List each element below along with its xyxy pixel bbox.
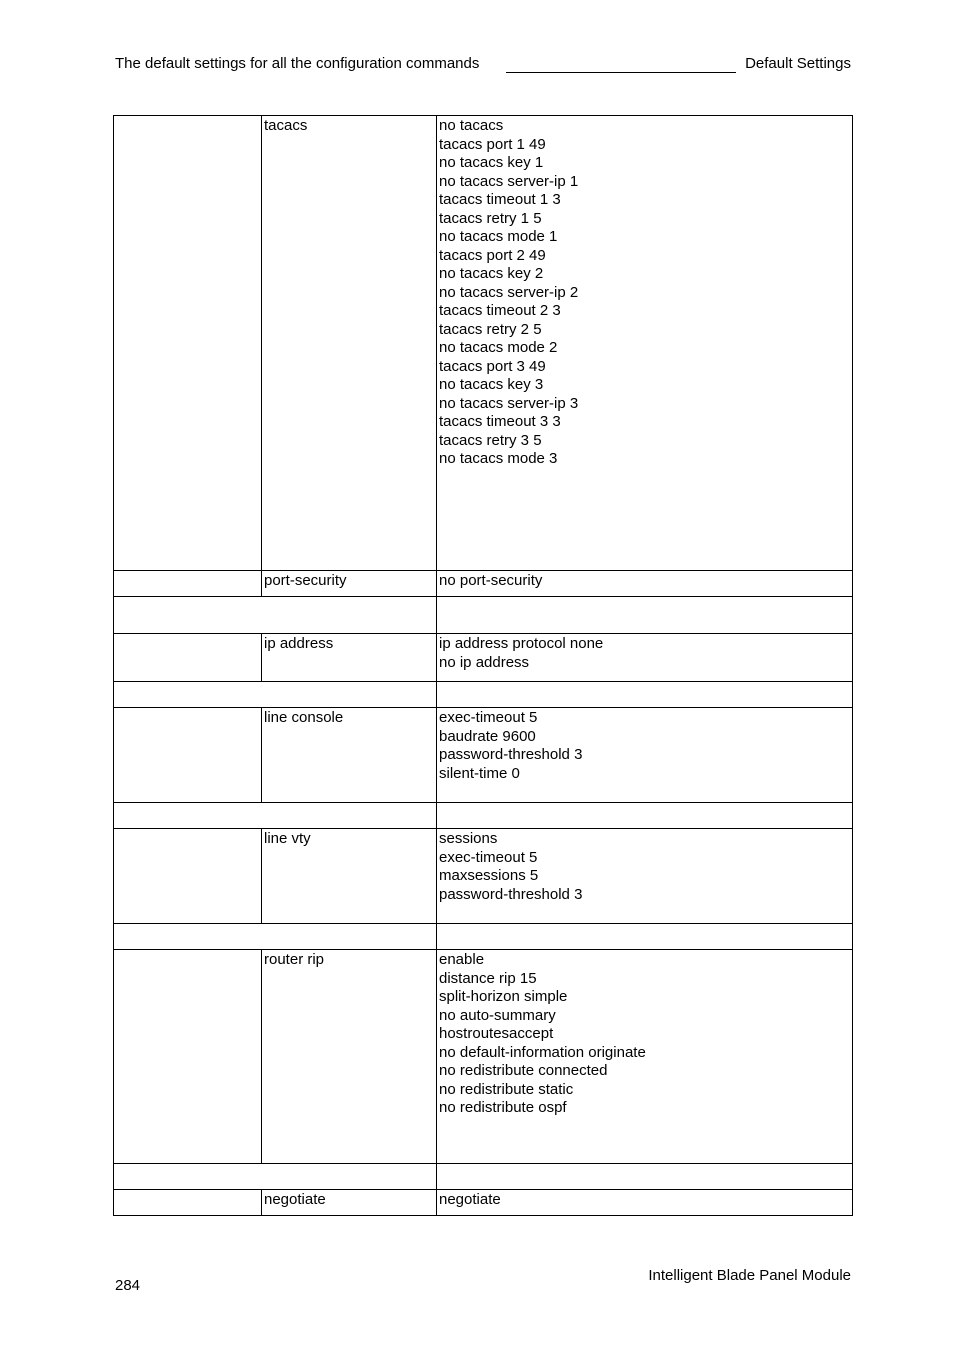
default-line: tacacs timeout 2 3 [439,302,561,319]
default-line: tacacs port 2 49 [439,246,546,264]
default-line: password-threshold 3 [439,746,583,763]
section-cell [437,597,853,634]
defaults-cell [437,829,853,924]
default-line: silent-time 0 [439,764,520,782]
default-line: tacacs retry 1 5 [439,209,542,227]
section-separator-row [114,1164,853,1190]
header-rule [506,72,736,73]
command-cell: line vty [262,829,437,924]
default-line: tacacs port 1 49 [439,135,546,153]
section-separator-row [114,924,853,950]
default-line: no redistribute connected [439,1062,608,1079]
default-line: no tacacs key 1 [439,154,544,171]
table-row [114,116,853,571]
default-line: no tacacs mode 2 [439,339,558,356]
command-cell: port-security [262,571,437,597]
category-cell [114,116,262,571]
category-cell [114,708,262,803]
defaults-cell [437,950,853,1164]
section-cell [437,803,853,829]
default-line: no tacacs server-ip 2 [439,283,579,301]
default-line: hostroutesaccept [439,1025,554,1042]
section-cell [437,924,853,950]
default-line: no redistribute static [439,1080,574,1098]
table-row [114,829,853,924]
section-cell [114,1164,437,1190]
default-line: exec-timeout 5 [439,709,538,726]
default-line: no tacacs mode 3 [439,450,558,467]
table-row [114,571,853,597]
section-cell [437,1164,853,1190]
defaults-cell [437,571,853,597]
default-line: tacacs retry 3 5 [439,431,542,449]
table-row [114,708,853,803]
default-line: no default-information originate [439,1043,646,1061]
default-line: exec-timeout 5 [439,848,538,866]
section-separator-row [114,803,853,829]
section-cell [114,682,437,708]
default-line: tacacs timeout 1 3 [439,191,561,208]
table-row [114,950,853,1164]
default-line: distance rip 15 [439,969,537,987]
default-line: ip address protocol none [439,635,604,652]
command-cell: router rip [262,950,437,1164]
category-cell [114,571,262,597]
defaults-cell [437,634,853,682]
default-line: password-threshold 3 [439,885,583,903]
default-line: maxsessions 5 [439,867,539,884]
default-line: tacacs retry 2 5 [439,320,542,338]
defaults-table [113,115,853,1216]
default-line: no tacacs key 2 [439,265,544,282]
default-line: no port-security [439,572,543,589]
category-cell [114,829,262,924]
section-cell [114,803,437,829]
header-section: Default Settings [745,55,851,72]
command-cell: negotiate [262,1190,437,1216]
default-line: no tacacs mode 1 [439,228,558,245]
defaults-cell [437,1190,853,1216]
category-cell [114,634,262,682]
default-line: no tacacs server-ip 3 [439,394,579,412]
section-separator-row [114,597,853,634]
default-line: no ip address [439,653,530,671]
category-cell [114,950,262,1164]
default-line: baudrate 9600 [439,727,536,745]
default-line: negotiate [439,1191,501,1208]
section-separator-row [114,682,853,708]
footer-product: Intelligent Blade Panel Module [648,1267,851,1284]
default-line: no tacacs key 3 [439,376,544,393]
defaults-cell [437,708,853,803]
default-line: tacacs port 3 49 [439,357,546,375]
default-line: tacacs timeout 3 3 [439,413,561,430]
default-line: no redistribute ospf [439,1099,567,1116]
category-cell [114,1190,262,1216]
command-cell: tacacs [262,116,437,571]
header-title: The default settings for all the configuration commands [115,55,480,72]
section-cell [114,924,437,950]
command-cell: ip address [262,634,437,682]
page-number: 284 [115,1277,141,1294]
command-cell: line console [262,708,437,803]
default-line: enable [439,951,485,968]
default-line: no tacacs [439,117,504,134]
defaults-cell [437,116,853,571]
section-cell [437,682,853,708]
default-line: sessions [439,830,498,847]
default-line: split-horizon simple [439,988,568,1005]
default-line: no auto-summary [439,1006,556,1024]
default-line: no tacacs server-ip 1 [439,172,579,190]
table-row [114,634,853,682]
table-row [114,1190,853,1216]
section-cell [114,597,437,634]
